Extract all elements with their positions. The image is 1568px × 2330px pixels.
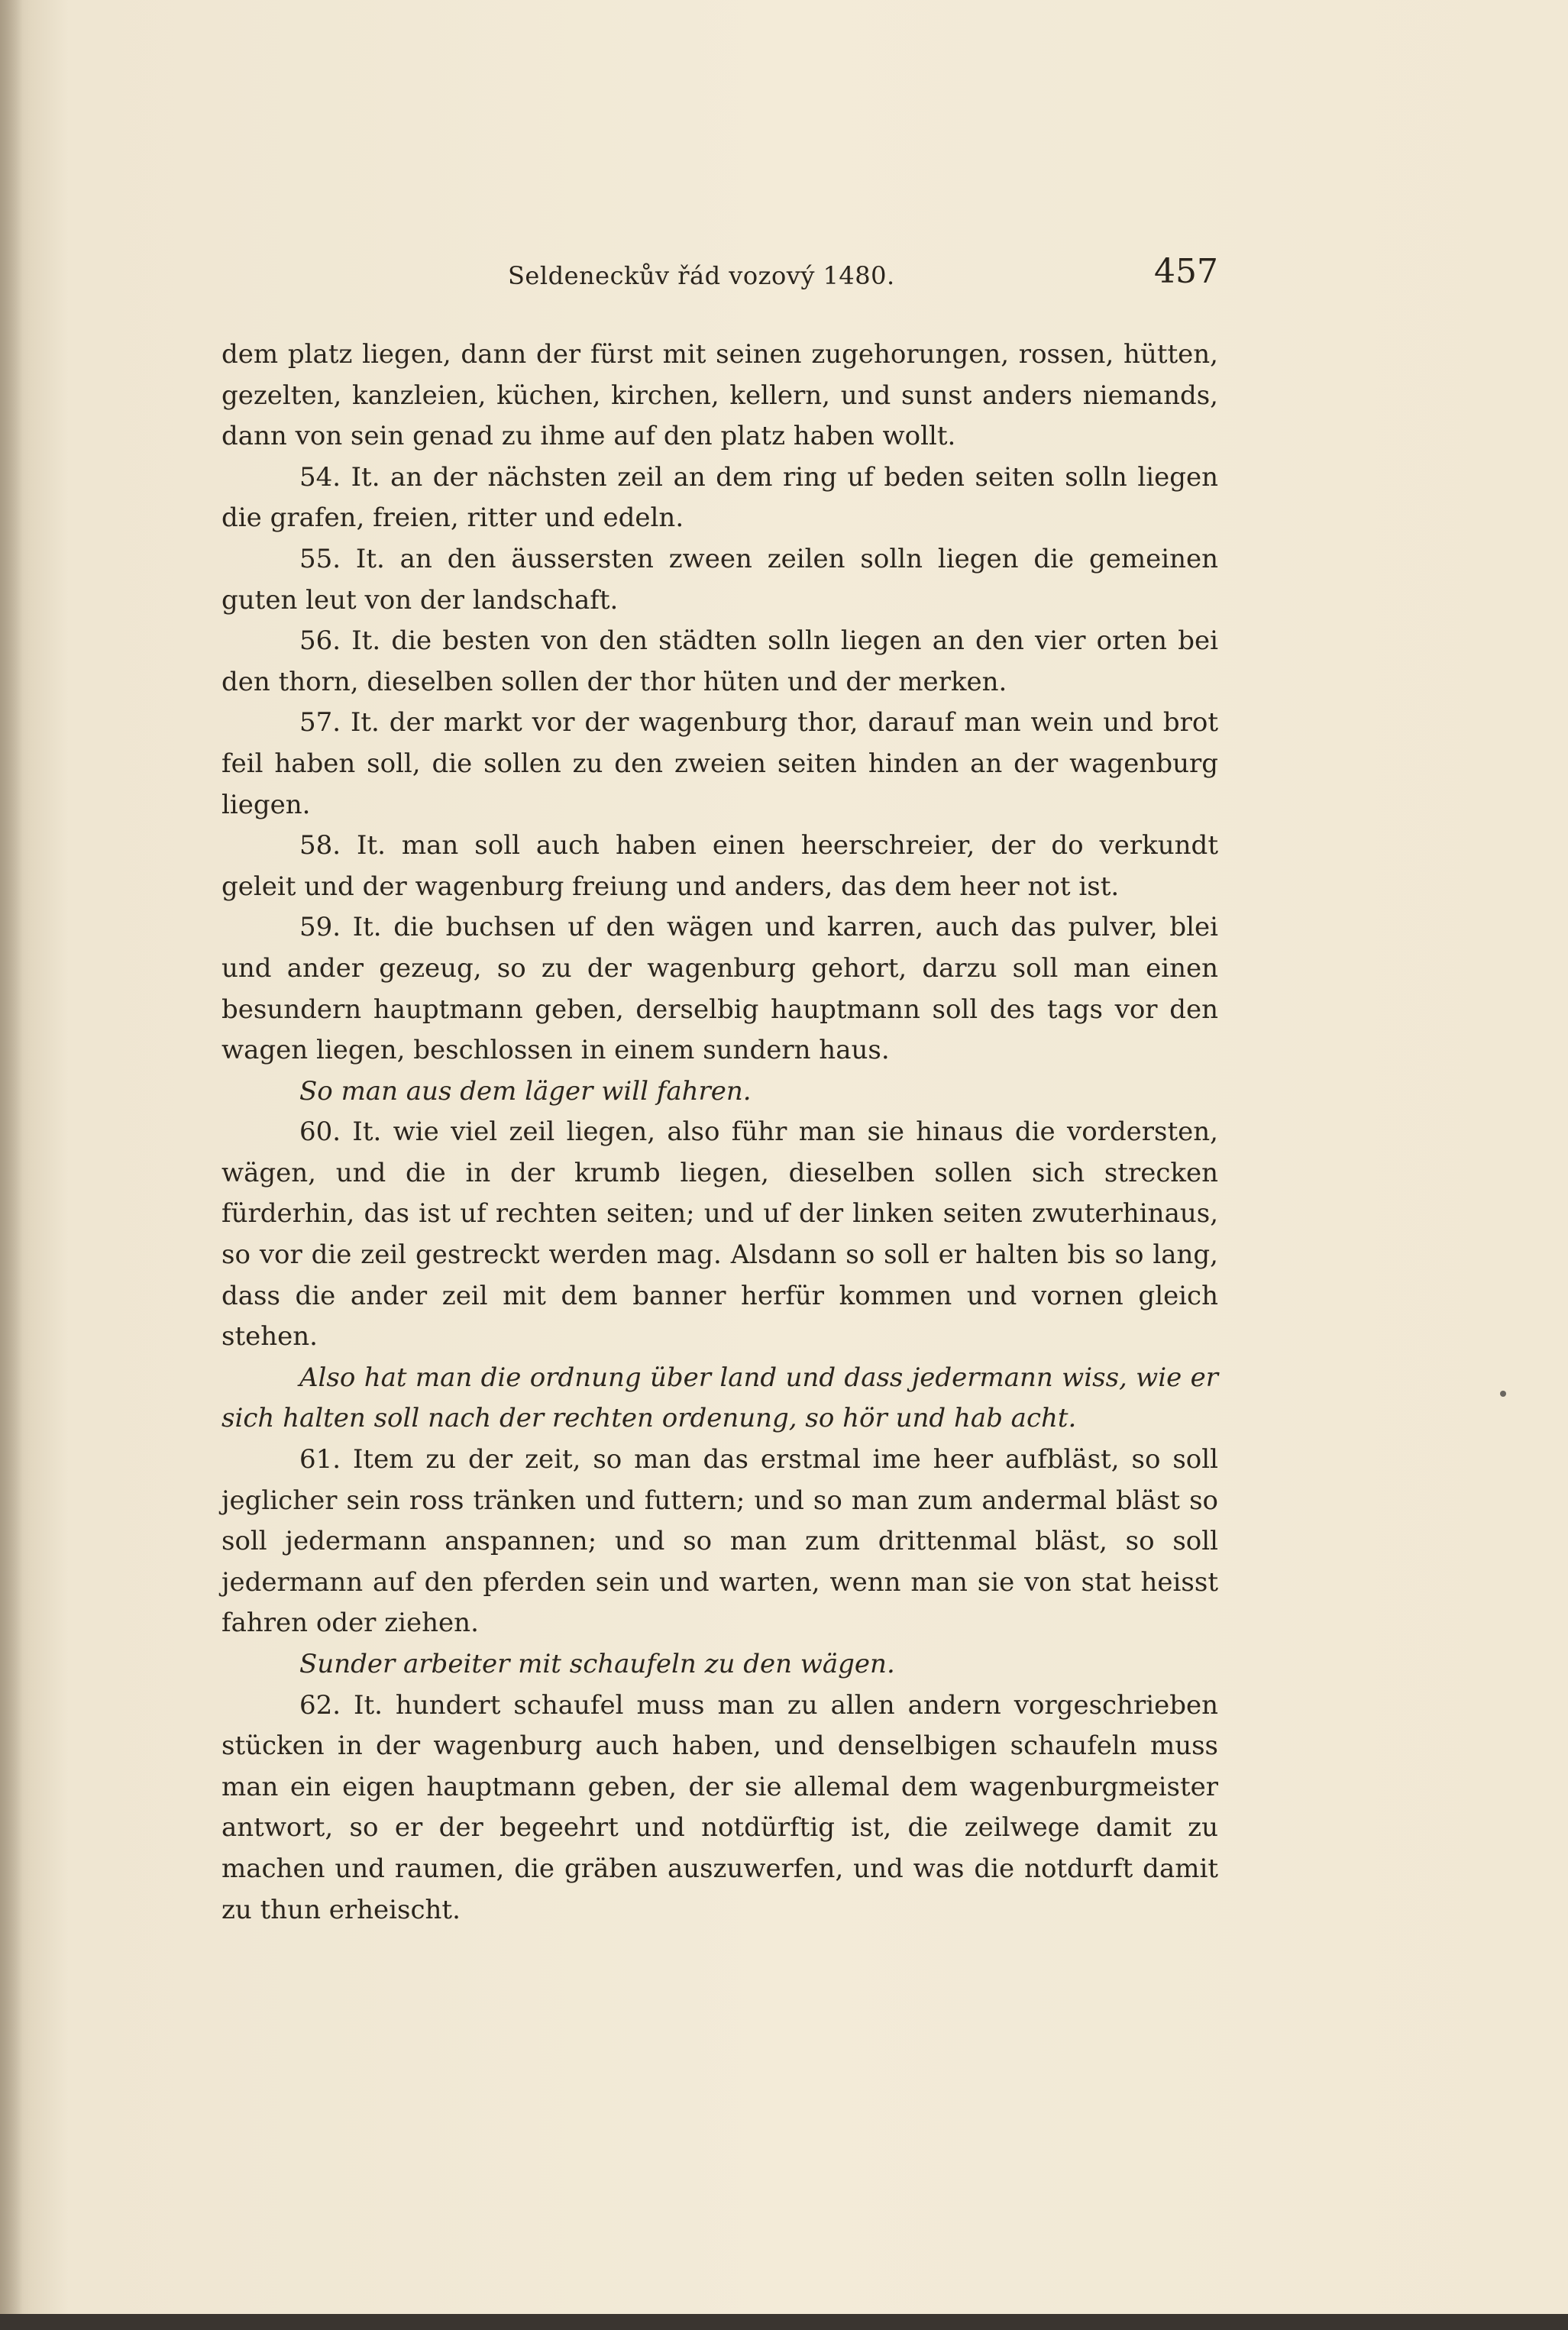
- gutter-shadow: [0, 0, 23, 2330]
- section-heading: Sunder arbeiter mit schaufeln zu den wägen.: [299, 1649, 895, 1679]
- section-heading: Also hat man die ordnung über land und dass jedermann wiss, wie er sich halten soll nach der rechten ordenung, so hör und hab acht.: [221, 1362, 1218, 1434]
- paragraph-61: 61. Item zu der zeit, so man das erstmal ime heer aufbläst, so soll jeglicher sein ross tränken und futtern; und so man zum andermal bläst so soll jedermann anspannen; und so man zum drittenmal bläst, so soll jedermann auf den pferden sein und warten, wenn man sie von stat heisst fahren oder ziehen.: [221, 1444, 1218, 1639]
- paragraph-60: 60. It. wie viel zeil liegen, also führ man sie hinaus die vordersten, wägen, und die in der krumb liegen, dieselben sollen sich strecken fürderhin, das ist uf rechten seiten; und uf der linken seiten zwuterhinaus, so vor die zeil gestreckt werden mag. Alsdann so soll er halten bis so lang, dass die ander zeil mit dem banner herfür kommen und vornen gleich stehen.: [221, 1117, 1218, 1352]
- paragraph-59: 59. It. die buchsen uf den wägen und karren, auch das pulver, blei und ander gezeug, so zu der wagenburg gehort, darzu soll man einen besundern hauptmann geben, derselbig hauptmann soll des tags vor den wagen liegen, beschlossen in einem sundern haus.: [221, 912, 1218, 1066]
- page-number: 457: [1154, 252, 1218, 291]
- body-text: [221, 334, 1218, 1931]
- paragraph-continuation: dem platz liegen, dann der fürst mit seinen zugehorungen, rossen, hütten, gezelten, kanzleien, küchen, kirchen, kellern, und sunst anders niemands, dann von sein genad zu ihme auf den platz haben wollt.: [221, 339, 1218, 452]
- scan-bottom-edge: [0, 2314, 1568, 2330]
- paragraph-57: 57. It. der markt vor der wagenburg thor, darauf man wein und brot feil haben soll, die sollen zu den zweien seiten hinden an der wagenburg liegen.: [221, 707, 1218, 820]
- paragraph-54: 54. It. an der nächsten zeil an dem ring uf beden seiten solln liegen die grafen, freien, ritter und edeln.: [221, 461, 1218, 534]
- margin-mark: [1500, 1391, 1506, 1397]
- paragraph-55: 55. It. an den äussersten zween zeilen solln liegen die gemeinen guten leut von der landschaft.: [221, 543, 1218, 616]
- running-title: Seldeneckův řád vozový 1480.: [508, 261, 895, 290]
- running-head: [221, 252, 1218, 298]
- section-heading: So man aus dem läger will fahren.: [299, 1075, 752, 1107]
- paragraph-56: 56. It. die besten von den städten solln liegen an den vier orten bei den thorn, dieselben sollen der thor hüten und der merken.: [221, 625, 1218, 697]
- paragraph-62: 62. It. hundert schaufel muss man zu allen andern vorgeschrieben stücken in der wagenburg auch haben, und denselbigen schaufeln muss man ein eigen hauptmann geben, der sie allemal dem wagenburgmeister antwort, so er der begeehrt und notdürftig ist, die zeilwege damit zu machen und raumen, die gräben auszuwerfen, und was die notdurft damit zu thun erheischt.: [221, 1689, 1218, 1925]
- paragraph-58: 58. It. man soll auch haben einen heerschreier, der do verkundt geleit und der wagenburg freiung und anders, das dem heer not ist.: [221, 830, 1218, 902]
